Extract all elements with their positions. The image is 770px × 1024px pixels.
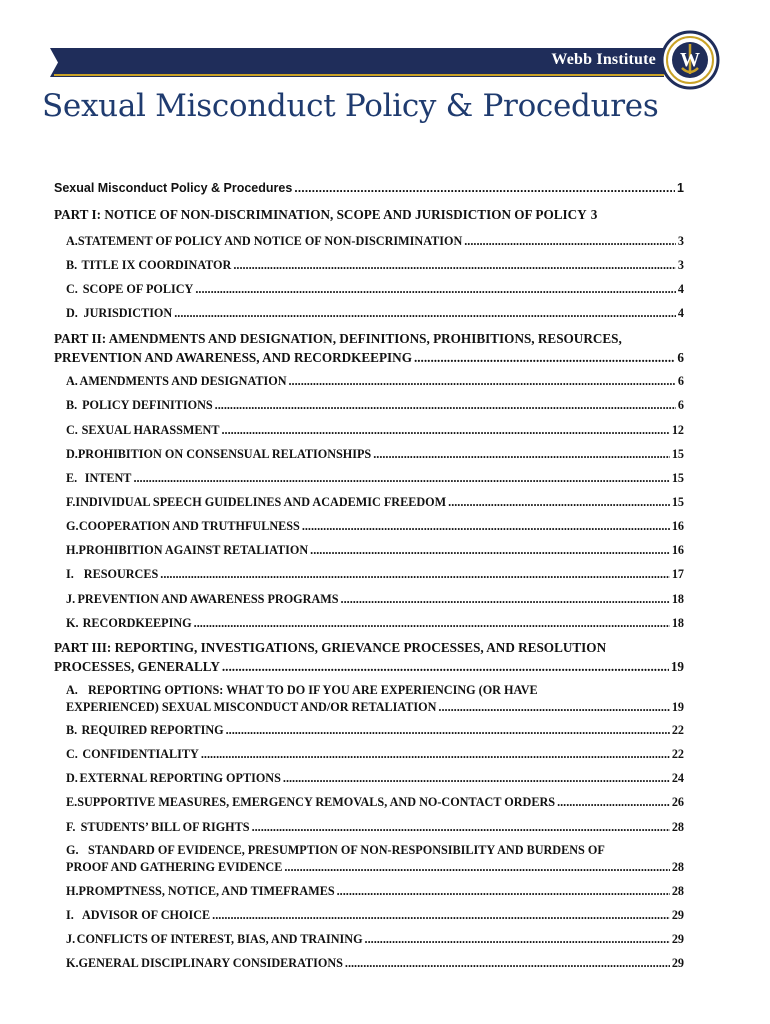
document-title: Sexual Misconduct Policy & Procedures	[42, 88, 659, 124]
dot-leader	[222, 659, 669, 675]
toc-letter: B.	[66, 398, 78, 412]
toc-entry-part-2[interactable]	[54, 331, 684, 366]
toc-page: 29	[671, 908, 684, 922]
toc-page: 15	[671, 495, 684, 509]
toc-title-line2: PROCESSES, GENERALLY	[54, 659, 220, 674]
dot-leader	[226, 723, 670, 738]
toc-title: PREVENTION AND AWARENESS PROGRAMS	[77, 592, 339, 606]
toc-entry-3e[interactable]	[54, 795, 684, 810]
dot-leader	[289, 374, 676, 389]
toc-entry-2h[interactable]	[54, 543, 684, 558]
toc-title: JURISDICTION	[83, 306, 173, 320]
dot-leader	[212, 908, 670, 923]
toc-page: 3	[677, 258, 684, 272]
dot-leader	[174, 306, 676, 321]
toc-entry-3d[interactable]	[54, 771, 684, 786]
dot-leader	[337, 884, 670, 899]
toc-page: 24	[671, 771, 684, 785]
dot-leader	[310, 543, 670, 558]
toc-letter: J.	[66, 932, 76, 946]
toc-page: 29	[671, 932, 684, 946]
dot-leader	[448, 495, 670, 510]
dot-leader	[341, 592, 670, 607]
toc-title: STUDENTS’ BILL OF RIGHTS	[80, 820, 250, 834]
toc-entry-3b[interactable]	[54, 723, 684, 738]
toc-page: 1	[677, 181, 684, 195]
toc-page: 17	[671, 567, 684, 581]
toc-title: SUPPORTIVE MEASURES, EMERGENCY REMOVALS, AND NO-CONTACT ORDERS	[77, 795, 556, 809]
dot-leader	[133, 471, 669, 486]
toc-entry-3i[interactable]	[54, 908, 684, 923]
toc-letter: C.	[66, 423, 78, 437]
toc-entry-2k[interactable]	[54, 616, 684, 631]
toc-page: 15	[671, 447, 684, 461]
toc-title-line1: REPORTING OPTIONS: WHAT TO DO IF YOU ARE EXPERIENCING (OR HAVE	[88, 683, 538, 697]
toc-page: 18	[671, 616, 684, 630]
toc-page: 28	[671, 884, 684, 898]
toc-title: STATEMENT OF POLICY AND NOTICE OF NON-DISCRIMINATION	[77, 234, 463, 248]
toc-title: PART I: NOTICE OF NON-DISCRIMINATION, SCOPE AND JURISDICTION OF POLICY	[54, 207, 587, 222]
dot-leader	[160, 567, 670, 582]
dot-leader	[438, 700, 669, 715]
toc-title-line2: EXPERIENCED) SEXUAL MISCONDUCT AND/OR RETALIATION	[66, 700, 437, 714]
dot-leader	[252, 820, 670, 835]
toc-title: SEXUAL HARASSMENT	[81, 423, 220, 437]
toc-entry-3k[interactable]	[54, 956, 684, 971]
toc-entry-3h[interactable]	[54, 884, 684, 899]
toc-entry-3f[interactable]	[54, 820, 684, 835]
toc-entry-3a[interactable]	[54, 683, 684, 715]
toc-title: COOPERATION AND TRUTHFULNESS	[78, 519, 300, 533]
toc-page: 15	[671, 471, 684, 485]
toc-letter: A.	[66, 234, 78, 248]
toc-letter: G.	[66, 843, 79, 857]
svg-text:W: W	[680, 49, 700, 71]
toc-title-line1: STANDARD OF EVIDENCE, PRESUMPTION OF NON-RESPONSIBILITY AND BURDENS OF	[88, 843, 605, 857]
toc-entry-1a[interactable]	[54, 234, 684, 249]
toc-letter: A.	[66, 683, 78, 697]
toc-letter: A.	[66, 374, 78, 388]
toc-letter: K.	[66, 956, 79, 970]
toc-letter: E.	[66, 795, 78, 809]
dot-leader	[464, 234, 676, 249]
toc-letter: G.	[66, 519, 79, 533]
toc-page: 29	[671, 956, 684, 970]
toc-title-line1: PART II: AMENDMENTS AND DESIGNATION, DEFINITIONS, PROHIBITIONS, RESOURCES,	[54, 331, 622, 346]
toc-letter: K.	[66, 616, 79, 630]
toc-letter: H.	[66, 884, 79, 898]
toc-letter: I.	[66, 908, 74, 922]
toc-entry-part-1[interactable]	[54, 207, 684, 223]
toc-page: 19	[671, 700, 684, 714]
toc-page: 22	[671, 723, 684, 737]
toc-letter: E.	[66, 471, 78, 485]
toc-page: 12	[671, 423, 684, 437]
toc-page: 18	[671, 592, 684, 606]
toc-page: 6	[677, 350, 684, 365]
toc-letter: J.	[66, 592, 76, 606]
toc-letter: D.	[66, 771, 78, 785]
toc-letter: B.	[66, 723, 78, 737]
toc-title: AMENDMENTS AND DESIGNATION	[79, 374, 287, 388]
toc-title-line2: PREVENTION AND AWARENESS, AND RECORDKEEPING	[54, 350, 412, 365]
toc-entry-2a[interactable]	[54, 374, 684, 389]
toc-title: POLICY DEFINITIONS	[82, 398, 213, 412]
toc-title-line1: PART III: REPORTING, INVESTIGATIONS, GRIEVANCE PROCESSES, AND RESOLUTION	[54, 640, 607, 655]
toc-title: INTENT	[84, 471, 132, 485]
toc-page: 22	[671, 747, 684, 761]
toc-entry-2f[interactable]	[54, 495, 684, 510]
dot-leader	[365, 932, 670, 947]
toc-entry-1c[interactable]	[54, 282, 684, 297]
toc-page: 28	[671, 820, 684, 834]
dot-leader	[221, 423, 669, 438]
institution-name: Webb Institute	[551, 51, 656, 68]
dot-leader	[414, 350, 675, 366]
toc-letter: C.	[66, 747, 78, 761]
toc-letter: C.	[66, 282, 78, 296]
dot-leader	[283, 771, 670, 786]
toc-entry-2j[interactable]	[54, 592, 684, 607]
toc-page: 28	[671, 860, 684, 874]
toc-letter: B.	[66, 258, 78, 272]
toc-page: 26	[671, 795, 684, 809]
toc-title: SCOPE OF POLICY	[82, 282, 194, 296]
toc-title: CONFLICTS OF INTEREST, BIAS, AND TRAINING	[76, 932, 363, 946]
toc-entry-3c[interactable]	[54, 747, 684, 762]
toc-title: CONFIDENTIALITY	[82, 747, 199, 761]
toc-page: 4	[677, 282, 684, 296]
toc-title: PROHIBITION ON CONSENSUAL RELATIONSHIPS	[77, 447, 372, 461]
dot-leader	[373, 447, 670, 462]
dot-leader	[201, 747, 670, 762]
toc-page: 4	[677, 306, 684, 320]
toc-letter: F.	[66, 495, 76, 509]
toc-letter: F.	[66, 820, 76, 834]
toc-title: Sexual Misconduct Policy & Procedures	[54, 181, 293, 195]
toc-page: 16	[671, 543, 684, 557]
toc-page: 6	[677, 374, 684, 388]
toc-letter: H.	[66, 543, 79, 557]
dot-leader	[195, 282, 676, 297]
dot-leader	[294, 181, 675, 195]
toc-title-line2: PROOF AND GATHERING EVIDENCE	[66, 860, 283, 874]
header-banner	[50, 48, 664, 77]
toc-entry-2g[interactable]	[54, 519, 684, 534]
toc-title: PROMPTNESS, NOTICE, AND TIMEFRAMES	[78, 884, 335, 898]
toc-title: EXTERNAL REPORTING OPTIONS	[79, 771, 281, 785]
webb-seal-logo	[660, 30, 720, 90]
toc-letter: D.	[66, 306, 78, 320]
toc-entry-document[interactable]	[54, 181, 684, 195]
dot-leader	[215, 398, 676, 413]
toc-title: INDIVIDUAL SPEECH GUIDELINES AND ACADEMIC FREEDOM	[75, 495, 447, 509]
toc-title: TITLE IX COORDINATOR	[81, 258, 232, 272]
toc-entry-1d[interactable]	[54, 306, 684, 321]
toc-entry-1b[interactable]	[54, 258, 684, 273]
toc-entry-2c[interactable]	[54, 423, 684, 438]
dot-leader	[345, 956, 670, 971]
toc-entry-part-3[interactable]	[54, 640, 684, 675]
toc-title: GENERAL DISCIPLINARY CONSIDERATIONS	[78, 956, 343, 970]
toc-page: 16	[671, 519, 684, 533]
toc-title: RESOURCES	[83, 567, 159, 581]
dot-leader	[557, 795, 670, 810]
toc-title: ADVISOR OF CHOICE	[81, 908, 211, 922]
toc-page: 3	[590, 207, 598, 222]
toc-page: 6	[677, 398, 684, 412]
toc-title: PROHIBITION AGAINST RETALIATION	[78, 543, 309, 557]
dot-leader	[194, 616, 670, 631]
toc-page: 19	[670, 659, 684, 674]
toc-entry-2e[interactable]	[54, 471, 684, 486]
dot-leader	[302, 519, 670, 534]
dot-leader	[233, 258, 676, 273]
toc-title: REQUIRED REPORTING	[81, 723, 224, 737]
toc-title: RECORDKEEPING	[82, 616, 192, 630]
toc-entry-2i[interactable]	[54, 567, 684, 582]
toc-entry-3g[interactable]	[54, 843, 684, 875]
toc-letter: D.	[66, 447, 78, 461]
toc-entry-2b[interactable]	[54, 398, 684, 413]
dot-leader	[284, 860, 669, 875]
toc-entry-3j[interactable]	[54, 932, 684, 947]
toc-entry-2d[interactable]	[54, 447, 684, 462]
toc-letter: I.	[66, 567, 74, 581]
toc-page: 3	[677, 234, 684, 248]
